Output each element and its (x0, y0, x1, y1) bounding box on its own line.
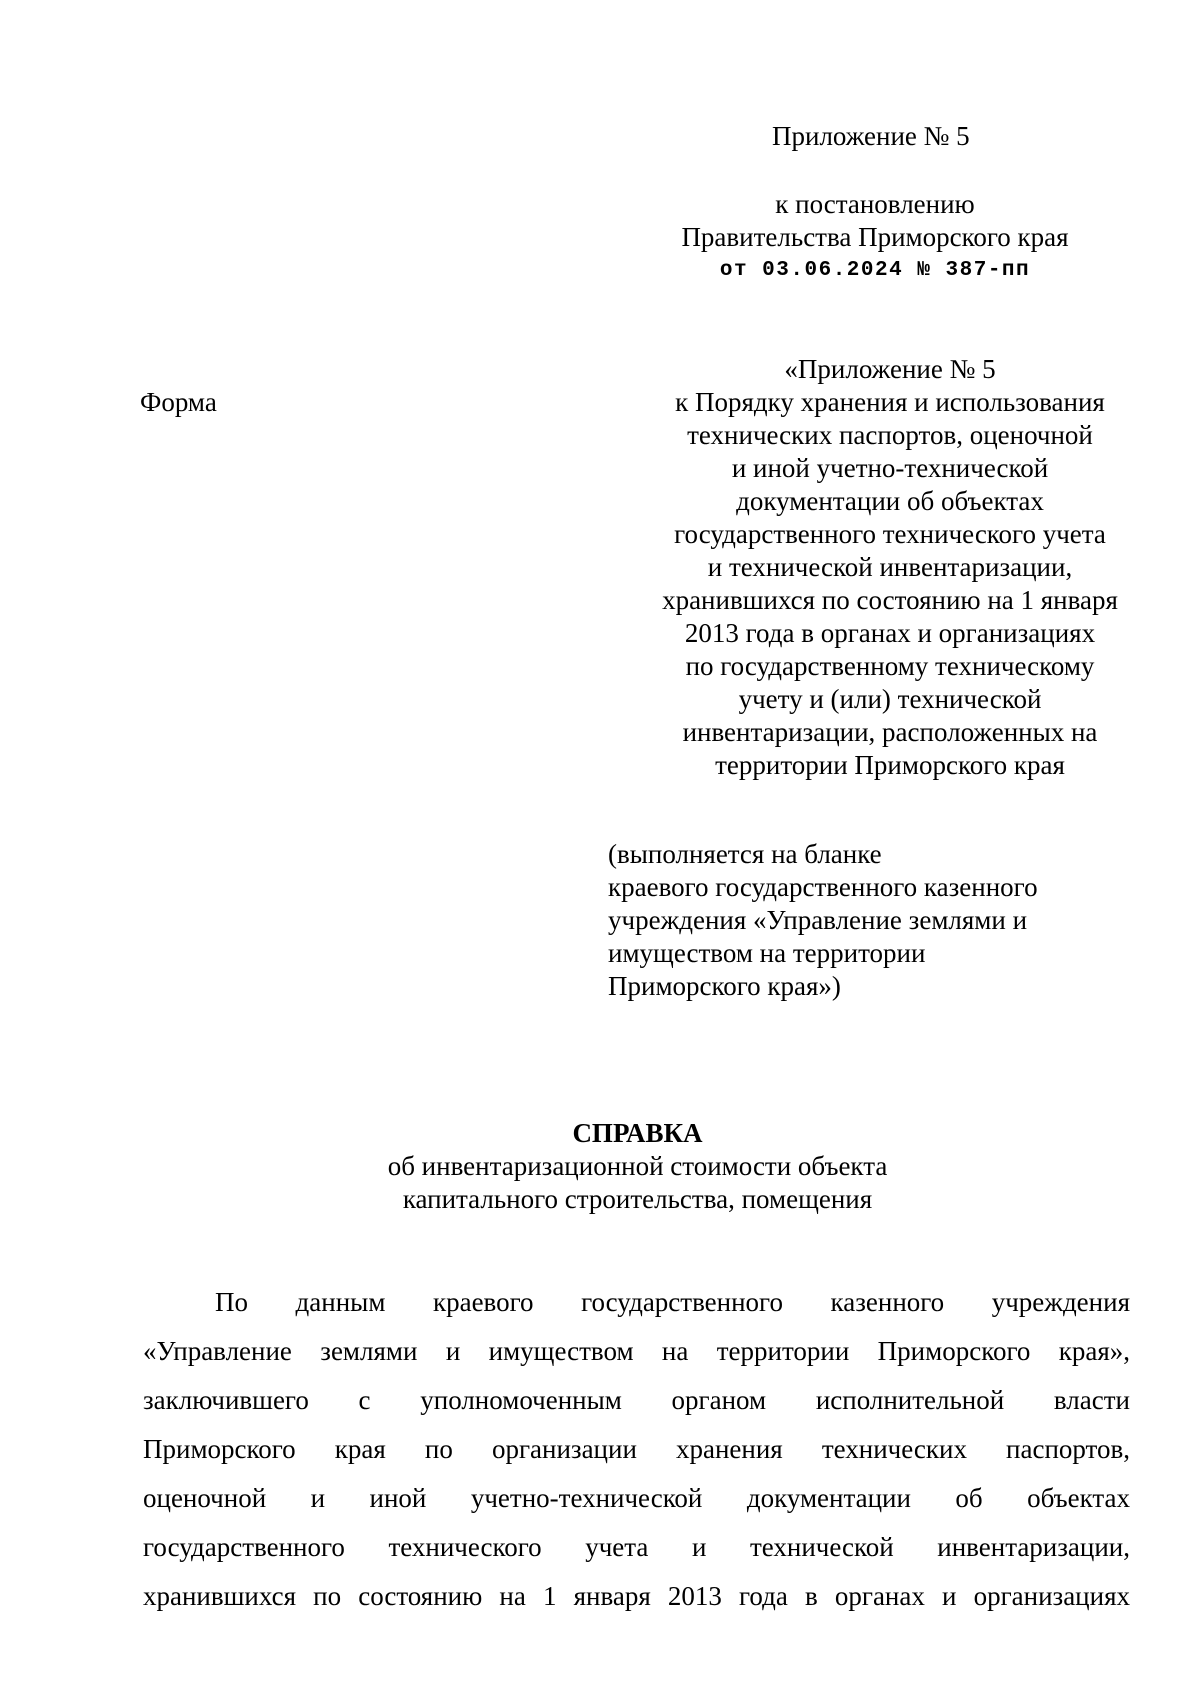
appendix-number-label: Приложение № 5 (772, 121, 970, 151)
body-paragraph (143, 1278, 1130, 1621)
blank-note-line: (выполняется на бланке (608, 839, 882, 869)
appendix-line: 2013 года в органах и организациях (684, 618, 1096, 648)
appendix-line: государственного технического учета (674, 519, 1106, 549)
body-line: Приморского края по организации хранения технических паспортов, (143, 1434, 1130, 1464)
blank-note-line: имуществом на территории (608, 938, 926, 968)
body-line: оценочной и иной учетно-технической документации об объектах (143, 1483, 1130, 1513)
document-title-block (0, 1117, 1200, 1216)
blank-note (608, 838, 1128, 1003)
body-line: По данным краевого государственного казенного учреждения (215, 1287, 1130, 1317)
appendix-line: хранившихся по состоянию на 1 января (662, 585, 1118, 615)
appendix-line: инвентаризации, расположенных на (682, 717, 1098, 747)
appendix-line: к Порядку хранения и использования (675, 387, 1105, 417)
appendix-line: по государственному техническому (685, 651, 1095, 681)
appendix-line: «Приложение № 5 (784, 354, 996, 384)
appendix-line: технических паспортов, оценочной (687, 420, 1093, 450)
decree-reference (640, 188, 1110, 287)
document-heading: СПРАВКА (572, 1118, 703, 1148)
appendix-line: территории Приморского края (715, 750, 1065, 780)
document-subtitle-line-1: об инвентаризационной стоимости объекта (387, 1151, 888, 1181)
appendix-line: и технической инвентаризации, (707, 552, 1073, 582)
body-line: государственного технического учета и технической инвентаризации, (143, 1532, 1130, 1562)
body-line: заключившего с уполномоченным органом исполнительной власти (143, 1385, 1130, 1415)
appendix-line: документации об объектах (736, 486, 1044, 516)
decree-line-2: Правительства Приморского края (681, 222, 1069, 252)
body-line: хранившихся по состоянию на 1 января 2013 года в органах и организациях (143, 1581, 1130, 1611)
body-line: «Управление землями и имуществом на территории Приморского края», (143, 1336, 1130, 1366)
appendix-procedure-reference (620, 353, 1160, 782)
blank-note-line: Приморского края») (608, 971, 841, 1001)
blank-note-line: учреждения «Управление землями и (608, 905, 1028, 935)
blank-note-line: краевого государственного казенного (608, 872, 1038, 902)
appendix-line: учету и (или) технической (738, 684, 1042, 714)
appendix-line: и иной учетно-технической (731, 453, 1049, 483)
decree-date-number-stamp: от 03.06.2024 № 387-пп (719, 259, 1031, 282)
document-subtitle-line-2: капитального строительства, помещения (402, 1184, 873, 1214)
form-label: Форма (140, 387, 217, 417)
decree-line-1: к постановлению (775, 189, 975, 219)
